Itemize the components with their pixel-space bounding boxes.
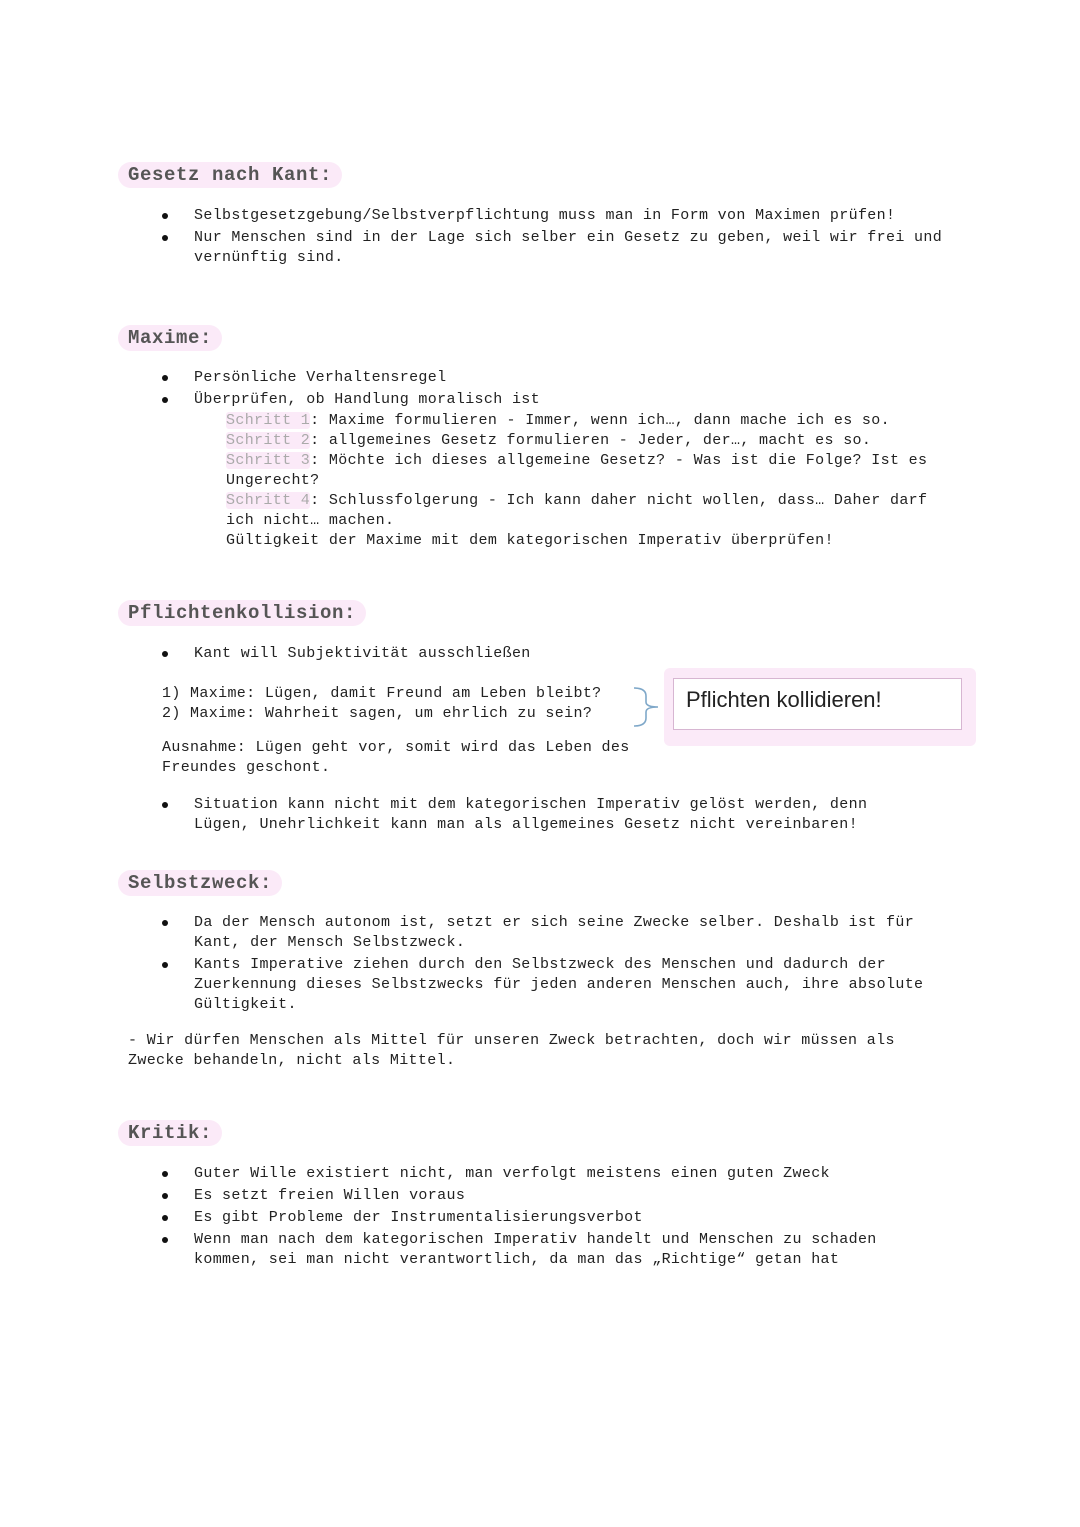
heading-kritik: Kritik: — [118, 1120, 222, 1146]
heading-pflichtenkollision: Pflichtenkollision: — [118, 600, 366, 626]
ausnahme-text: Ausnahme: Lügen geht vor, somit wird das Leben des Freundes geschont. — [162, 739, 630, 776]
numbered-item-2: 2) Maxime: Wahrheit sagen, um ehrlich zu sein? — [162, 705, 593, 722]
step-4 — [226, 491, 944, 531]
gesetz-bullet-list — [160, 206, 950, 270]
step-label: Schritt 1 — [226, 412, 311, 429]
step-3 — [226, 451, 944, 491]
step-text: : Maxime formulieren - Immer, wenn ich…, dann mache ich es so. — [310, 412, 890, 429]
maxime-bullet-list — [160, 368, 950, 412]
step-label: Schritt 3 — [226, 452, 311, 469]
curly-bracket-icon — [632, 686, 664, 728]
list-item: Persönliche Verhaltensregel — [160, 368, 950, 388]
maxime-steps — [226, 411, 944, 551]
step-text: : Möchte ich dieses allgemeine Gesetz? - Was ist die Folge? Ist es Ungerecht? — [226, 452, 928, 489]
list-item: Situation kann nicht mit dem kategorischen Imperativ gelöst werden, denn Lügen, Unehrlichkeit kann man als allgemeines Gesetz nicht vereinbaren! — [160, 795, 920, 835]
list-item: Guter Wille existiert nicht, man verfolgt meistens einen guten Zweck — [160, 1164, 930, 1184]
list-item: Kant will Subjektivität ausschließen — [160, 644, 950, 664]
selbstzweck-note: - Wir dürfen Menschen als Mittel für unseren Zweck betrachten, doch wir müssen als Zwecke behandeln, nicht als Mittel. — [128, 1032, 895, 1069]
numbered-maxims — [162, 684, 632, 724]
maxime-closing: Gültigkeit der Maxime mit dem kategorischen Imperativ überprüfen! — [226, 532, 834, 549]
numbered-item-1: 1) Maxime: Lügen, damit Freund am Leben bleibt? — [162, 685, 602, 702]
list-item: Wenn man nach dem kategorischen Imperativ handelt und Menschen zu schaden kommen, sei man nicht verantwortlich, da man das „Richtige“ getan hat — [160, 1230, 930, 1270]
step-text: : allgemeines Gesetz formulieren - Jeder, der…, macht es so. — [310, 432, 872, 449]
pflichten-bullet-list-2 — [160, 795, 920, 837]
pflichten-bullet-list-1 — [160, 644, 950, 666]
step-label: Schritt 2 — [226, 432, 311, 449]
kritik-bullet-list — [160, 1164, 930, 1272]
list-item: Überprüfen, ob Handlung moralisch ist — [160, 390, 950, 410]
heading-selbstzweck: Selbstzweck: — [118, 870, 282, 896]
list-item: Kants Imperative ziehen durch den Selbstzweck des Menschen und dadurch der Zuerkennung dieses Selbstzwecks für jeden anderen Menschen auch, ihre absolute Gültigkeit. — [160, 955, 960, 1015]
list-item: Selbstgesetzgebung/Selbstverpflichtung muss man in Form von Maximen prüfen! — [160, 206, 950, 226]
callout-text: Pflichten kollidieren! — [686, 687, 882, 712]
list-item: Da der Mensch autonom ist, setzt er sich seine Zwecke selber. Deshalb ist für Kant, der Mensch Selbstzweck. — [160, 913, 960, 953]
callout-box — [664, 668, 976, 746]
heading-maxime: Maxime: — [118, 325, 222, 351]
step-text: : Schlussfolgerung - Ich kann daher nicht wollen, dass… Daher darf ich nicht… machen. — [226, 492, 928, 529]
heading-gesetz-nach-kant: Gesetz nach Kant: — [118, 162, 342, 188]
step-2 — [226, 431, 944, 451]
list-item: Es gibt Probleme der Instrumentalisierungsverbot — [160, 1208, 930, 1228]
step-label: Schritt 4 — [226, 492, 311, 509]
step-1 — [226, 411, 944, 431]
callout-frame — [673, 678, 962, 730]
selbstzweck-bullet-list — [160, 913, 960, 1017]
list-item: Es setzt freien Willen voraus — [160, 1186, 930, 1206]
list-item: Nur Menschen sind in der Lage sich selber ein Gesetz zu geben, weil wir frei und vernünftig sind. — [160, 228, 950, 268]
